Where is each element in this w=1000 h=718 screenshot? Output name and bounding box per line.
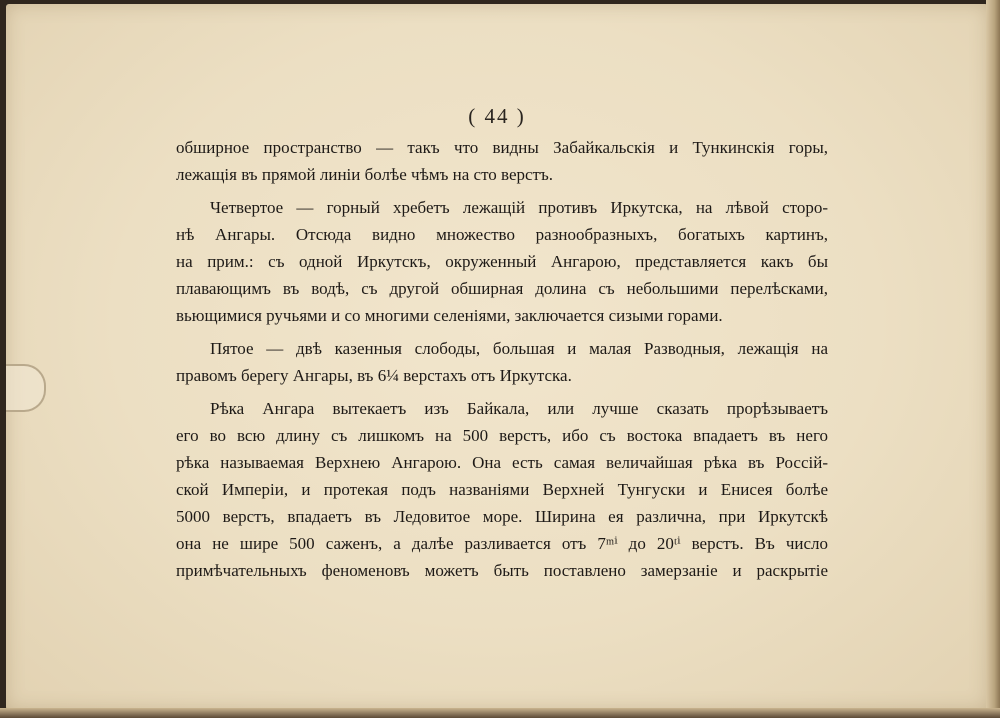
- text-line: его во всю длину съ лишкомъ на 500 верстъ, ибо съ востока впадаетъ въ него: [176, 426, 828, 445]
- text-line: рѣка называемая Верхнею Ангарою. Она есть самая величайшая рѣка въ Россій-: [176, 453, 828, 472]
- text-line: примѣчательныхъ феноменовъ можетъ быть поставлено замерзаніе и раскрытіе: [176, 561, 828, 580]
- page-tab-marker: [6, 364, 46, 412]
- page-right-edge: [986, 0, 1000, 718]
- text-line: Рѣка Ангара вытекаетъ изъ Байкала, или лучше сказать прорѣзываетъ: [210, 399, 828, 418]
- text-line: 5000 верстъ, впадаетъ въ Ледовитое море. Ширина ея различна, при Иркутскѣ: [176, 507, 828, 526]
- page-number: ( 44 ): [468, 104, 526, 128]
- text-line: Четвертое — горный хребетъ лежащій противъ Иркутска, на лѣвой сторо-: [210, 198, 828, 217]
- text-line: нѣ Ангары. Отсюда видно множество разнообразныхъ, богатыхъ картинъ,: [176, 225, 828, 244]
- text-line: правомъ берегу Ангары, въ 6¼ верстахъ отъ Иркутска.: [176, 366, 572, 385]
- text-line: обширное пространство — такъ что видны Забайкальскія и Тункинскія горы,: [176, 138, 828, 157]
- text-line: ской Имперіи, и протекая подъ названіями Верхней Тунгуски и Енисея болѣе: [176, 480, 828, 499]
- text-line: вьющимися ручьями и со многими селеніями, заключается сизыми горами.: [176, 306, 723, 325]
- text-line: Пятое — двѣ казенныя слободы, большая и малая Разводныя, лежащія на: [210, 339, 828, 358]
- paper-sheet: [6, 4, 988, 710]
- text-line: плавающимъ въ водѣ, съ другой обширная долина съ небольшими перелѣсками,: [176, 279, 828, 298]
- body-text: [176, 134, 828, 584]
- page-bottom-edge: [0, 708, 1000, 718]
- text-line: она не шире 500 саженъ, а далѣе разливается отъ 7ᵐⁱ до 20ᵗⁱ верстъ. Въ число: [176, 534, 828, 553]
- text-line: на прим.: съ одной Иркутскъ, окруженный Ангарою, представляется какъ бы: [176, 252, 828, 271]
- text-line: лежащія въ прямой линіи болѣе чѣмъ на сто верстъ.: [176, 165, 554, 184]
